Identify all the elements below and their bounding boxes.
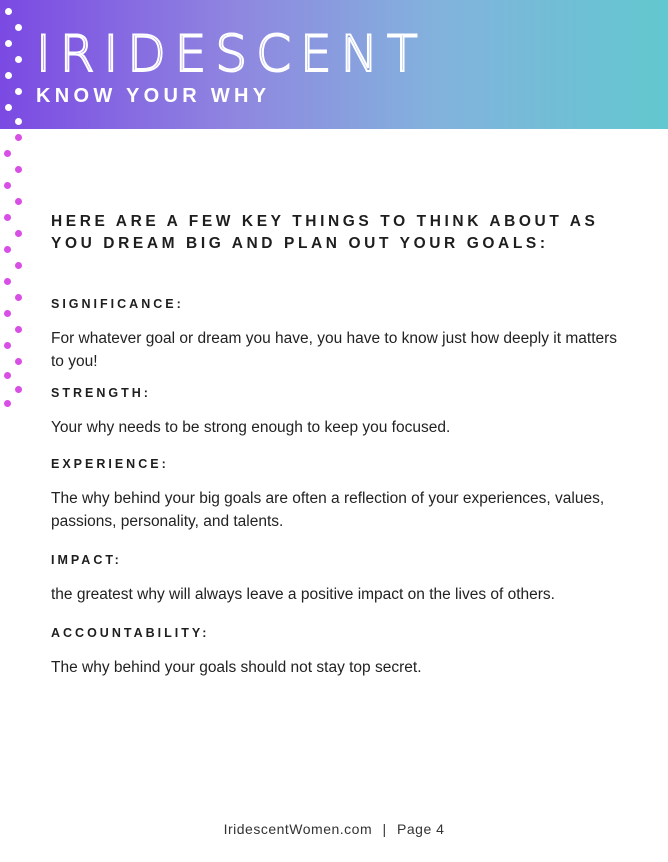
dot-icon (15, 24, 22, 31)
dot-icon (4, 310, 11, 317)
section-accountability (51, 625, 631, 679)
section-heading: SIGNIFICANCE: (51, 297, 184, 311)
section-body: The why behind your big goals are often a reflection of your experiences, values, passions, personality, and talents. (51, 490, 605, 530)
dot-icon (5, 40, 12, 47)
section-body: the greatest why will always leave a positive impact on the lives of others. (51, 586, 555, 603)
section-heading: IMPACT: (51, 553, 122, 567)
dot-icon (4, 246, 11, 253)
footer-separator: | (382, 821, 387, 837)
dot-icon (4, 150, 11, 157)
dot-icon (15, 198, 22, 205)
section-heading: EXPERIENCE: (51, 457, 169, 471)
section-experience (51, 456, 631, 533)
section-body: The why behind your goals should not stay top secret. (51, 659, 422, 676)
dot-icon (15, 88, 22, 95)
dot-icon (15, 230, 22, 237)
section-body: Your why needs to be strong enough to keep you focused. (51, 419, 451, 436)
section-impact (51, 552, 631, 606)
dot-icon (15, 166, 22, 173)
dot-icon (15, 118, 22, 125)
dot-icon (4, 372, 11, 379)
dot-icon (5, 8, 12, 15)
brand-logo-text: IRIDESCENT (36, 25, 427, 83)
dot-icon (4, 278, 11, 285)
dot-icon (4, 342, 11, 349)
section-heading: STRENGTH: (51, 386, 151, 400)
footer-page-number: Page 4 (397, 821, 445, 837)
dot-icon (15, 134, 22, 141)
dot-icon (5, 104, 12, 111)
dot-icon (15, 56, 22, 63)
section-body: For whatever goal or dream you have, you have to know just how deeply it matters to you! (51, 330, 618, 370)
dot-icon (4, 400, 11, 407)
page-title: KNOW YOUR WHY (36, 85, 271, 107)
intro-heading: HERE ARE A FEW KEY THINGS TO THINK ABOUT AS YOU DREAM BIG AND PLAN OUT YOUR GOALS: (51, 213, 599, 252)
dot-icon (15, 294, 22, 301)
dot-icon (15, 326, 22, 333)
section-strength (51, 385, 631, 439)
footer-site-link[interactable]: IridescentWomen.com (223, 821, 373, 837)
dot-icon (5, 72, 12, 79)
dot-icon (15, 358, 22, 365)
dot-icon (15, 386, 22, 393)
dot-icon (15, 262, 22, 269)
header-banner (0, 0, 668, 129)
dot-icon (4, 182, 11, 189)
section-significance (51, 296, 631, 373)
dot-icon (4, 214, 11, 221)
page-footer (0, 821, 668, 837)
section-heading: ACCOUNTABILITY: (51, 626, 210, 640)
